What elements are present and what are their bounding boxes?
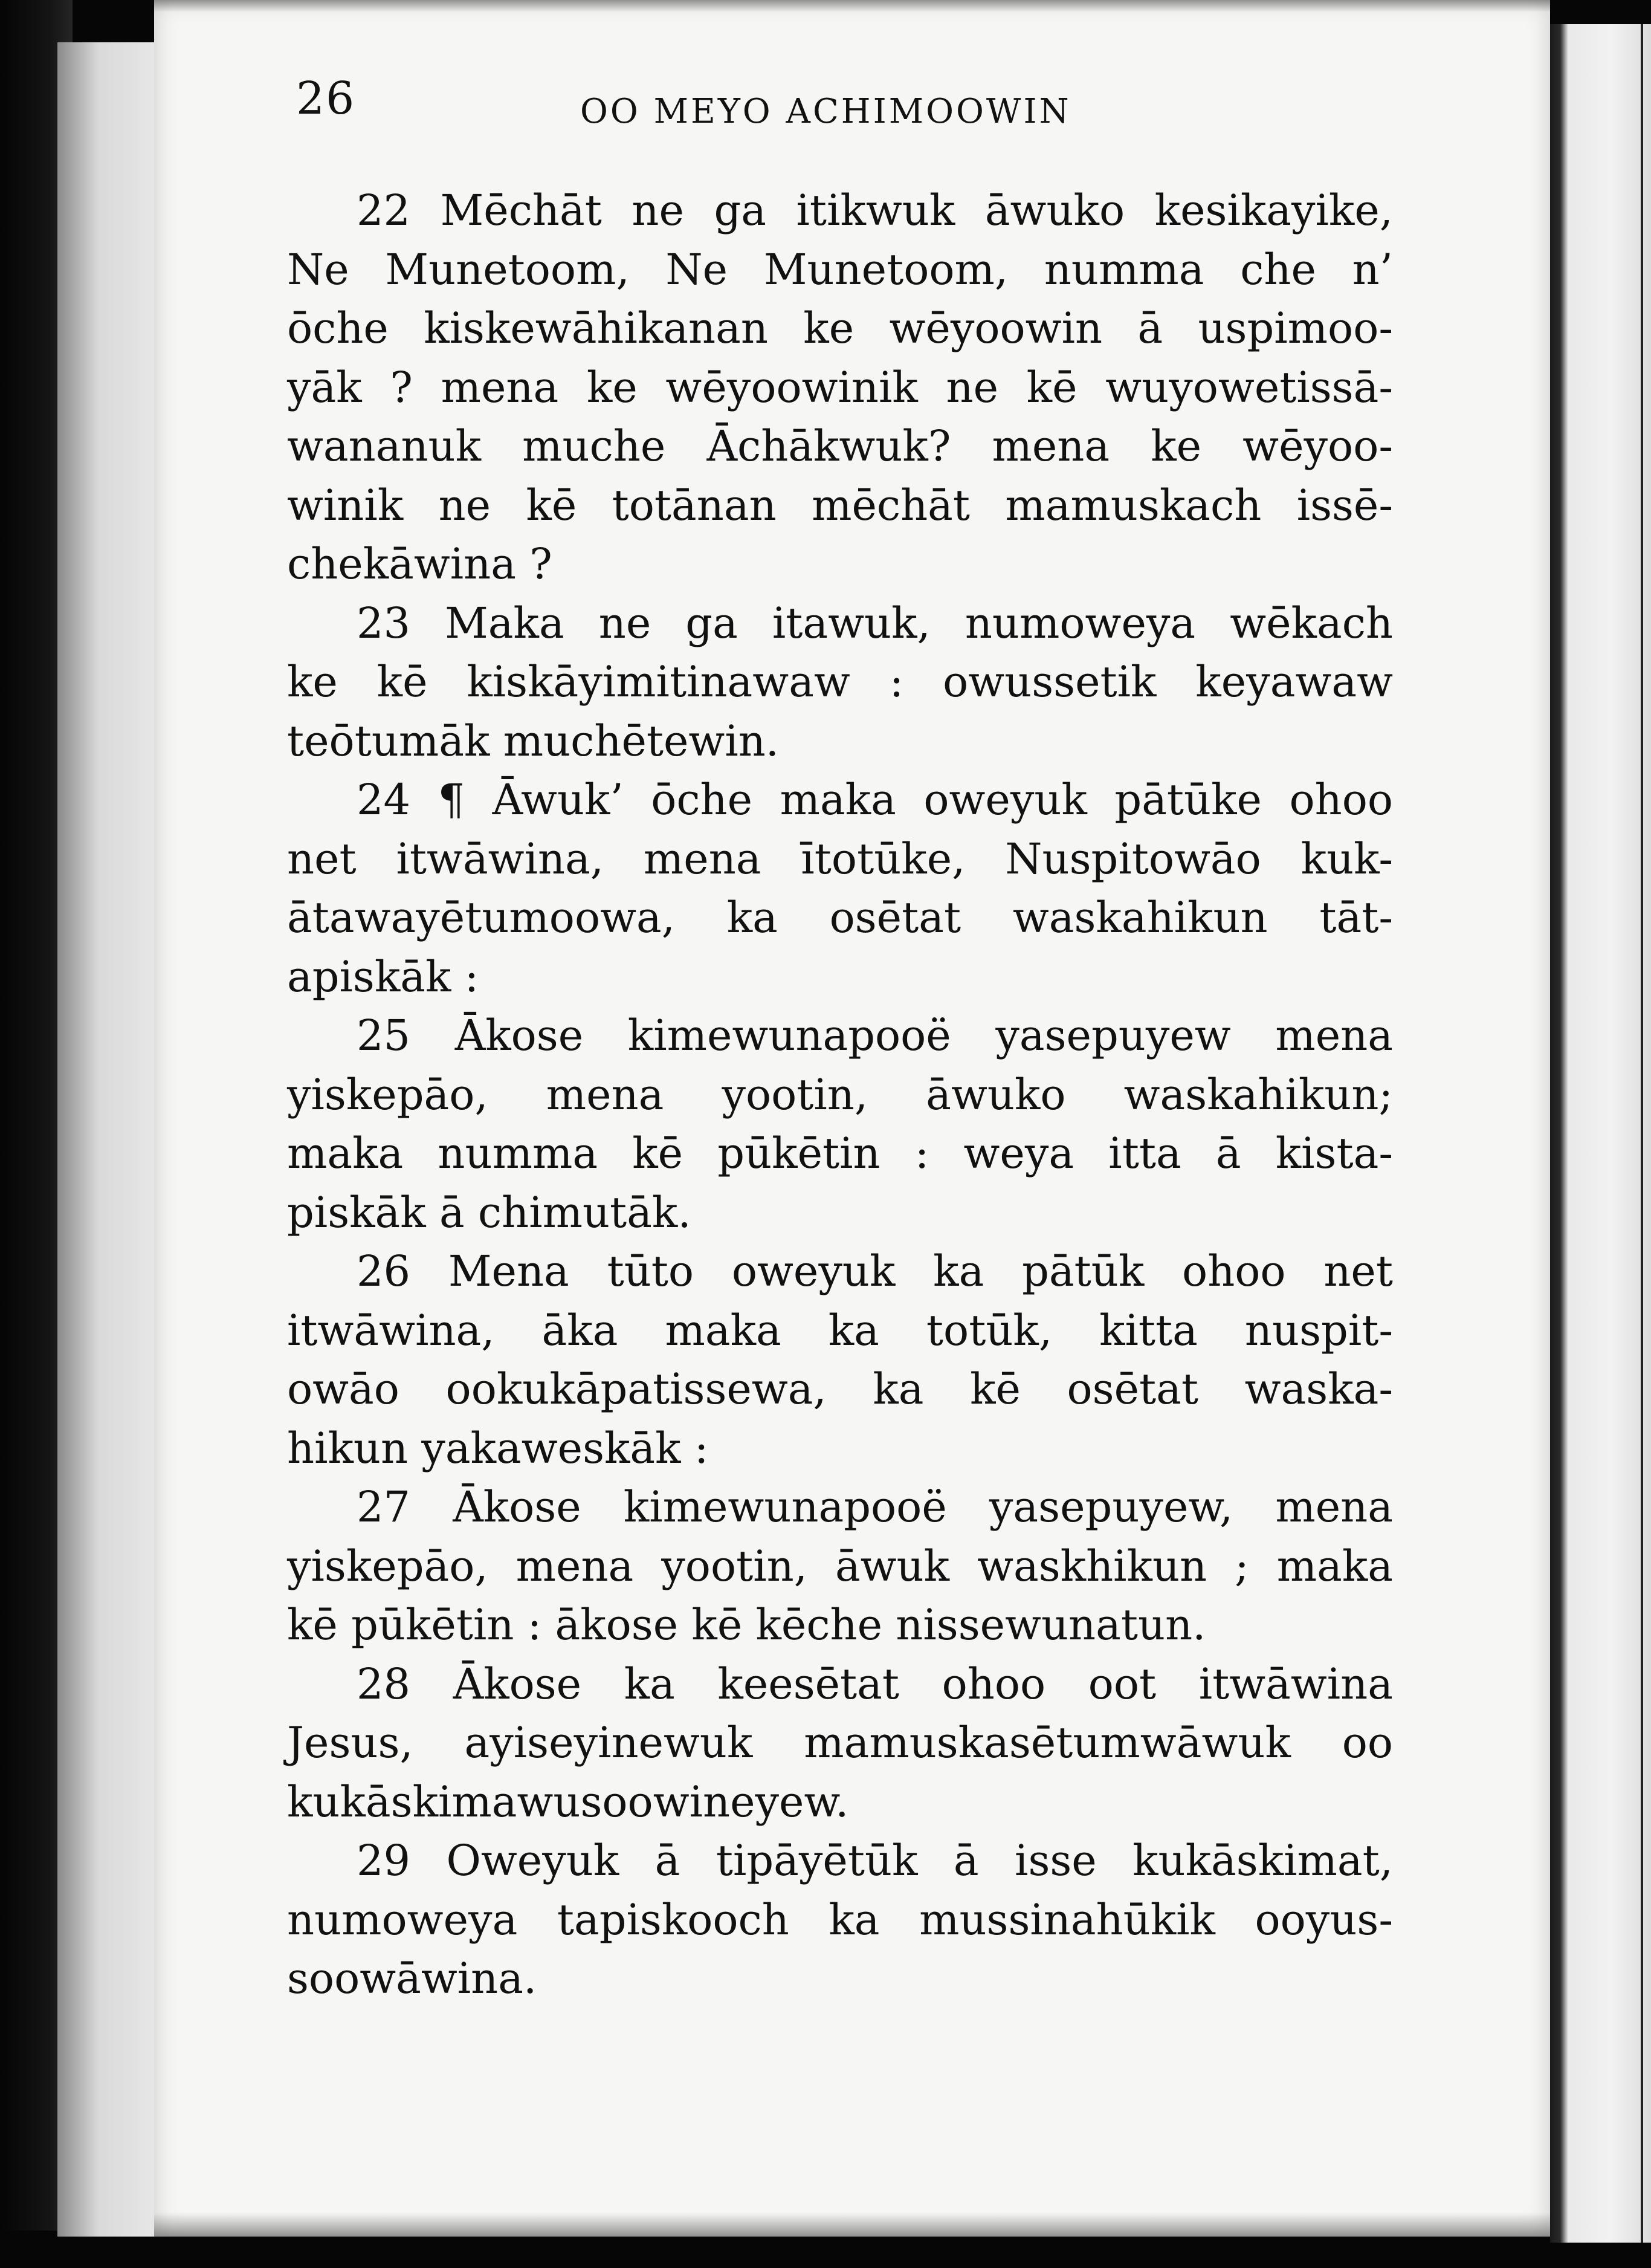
page-header bbox=[296, 73, 1444, 139]
text-line: ke kē kiskāyimitinawaw : owussetik keyawaw bbox=[287, 657, 1393, 707]
text-line: yāk ? mena ke wēyoowinik ne kē wuyowetissā- bbox=[287, 362, 1393, 412]
text-line: yiskepāo, mena yootin, āwuk waskhikun ; maka bbox=[287, 1541, 1393, 1591]
text-line: teōtumāk muchētewin. bbox=[287, 716, 780, 766]
text-line: yiskepāo, mena yootin, āwuko waskahikun; bbox=[287, 1069, 1393, 1119]
text-line: 26 Mena tūto oweyuk ka pātūk ohoo net bbox=[357, 1246, 1393, 1296]
text-line: owāo ookukāpatissewa, ka kē osētat waska- bbox=[287, 1364, 1393, 1414]
text-line: apiskāk : bbox=[287, 951, 479, 1002]
page-shadow-bottom bbox=[154, 2212, 1550, 2237]
page-shadow-top bbox=[154, 0, 1550, 12]
running-head: OO MEYO ACHIMOOWIN bbox=[580, 92, 1071, 131]
text-line: Jesus, ayiseyinewuk mamuskasētumwāwuk oo bbox=[287, 1718, 1393, 1767]
page-number: 26 bbox=[296, 73, 356, 125]
text-line: maka numma kē pūkētin : weya itta ā kista- bbox=[287, 1129, 1393, 1178]
text-line: winik ne kē totānan mēchāt mamuskach issē- bbox=[287, 480, 1393, 530]
text-line: 25 Ākose kimewunapooë yasepuyew mena bbox=[357, 1011, 1393, 1060]
text-line: piskāk ā chimutāk. bbox=[287, 1187, 691, 1237]
text-line: 29 Oweyuk ā tipāyētūk ā isse kukāskimat, bbox=[357, 1836, 1393, 1885]
text-line: 28 Ākose ka keesētat ohoo oot itwāwina bbox=[357, 1659, 1393, 1709]
previous-page-edge bbox=[57, 42, 160, 2237]
text-line: soowāwina. bbox=[287, 1954, 537, 2003]
text-line: kē pūkētin : ākose kē kēche nissewunatun. bbox=[287, 1600, 1206, 1650]
text-line: net itwāwina, mena ītotūke, Nuspitowāo kuk- bbox=[287, 834, 1393, 884]
facing-page-edge bbox=[1550, 24, 1651, 2243]
text-line: numoweya tapiskooch ka mussinahūkik ooyus- bbox=[287, 1894, 1393, 1945]
text-line: chekāwina ? bbox=[287, 539, 552, 589]
text-line: 23 Maka ne ga itawuk, numoweya wēkach bbox=[357, 598, 1393, 648]
page-body-text bbox=[287, 181, 1393, 2009]
text-line: itwāwina, āka maka ka totūk, kitta nuspit- bbox=[287, 1305, 1393, 1355]
text-line: wananuk muche Āchākwuk? mena ke wēyoo- bbox=[287, 421, 1393, 471]
text-line: 22 Mēchāt ne ga itikwuk āwuko kesikayike, bbox=[357, 186, 1393, 235]
text-line: ōche kiskewāhikanan ke wēyoowin ā uspimoo- bbox=[287, 303, 1393, 353]
text-line: Ne Munetoom, Ne Munetoom, numma che n’ bbox=[287, 244, 1393, 294]
text-line: 24 ¶ Āwuk’ ōche maka oweyuk pātūke ohoo bbox=[357, 775, 1393, 825]
text-line: kukāskimawusoowineyew. bbox=[287, 1777, 849, 1827]
text-line: ātawayētumoowa, ka osētat waskahikun tāt- bbox=[287, 893, 1393, 942]
facing-page-gutter-line bbox=[1641, 24, 1643, 2243]
text-line: hikun yakaweskāk : bbox=[287, 1423, 709, 1473]
text-line: 27 Ākose kimewunapooë yasepuyew, mena bbox=[357, 1482, 1393, 1532]
